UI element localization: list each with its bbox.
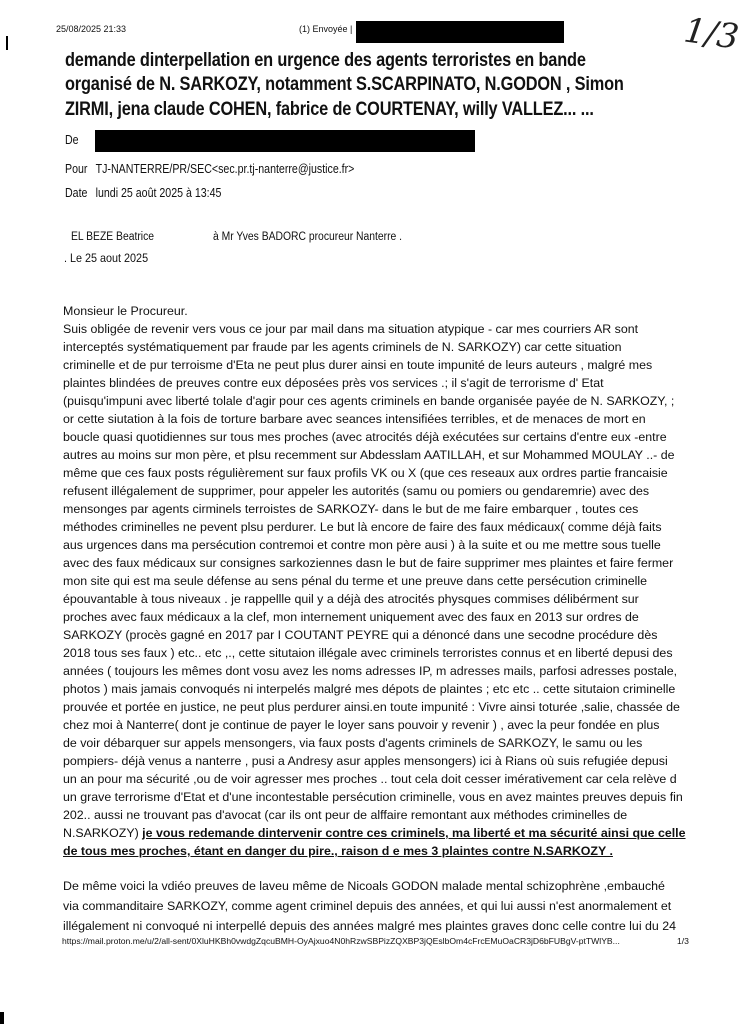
body-line: refusent illégalement de supprimer, pour appeler les autorités (samu ou pomiers ou gendaremrie) avec des	[63, 484, 650, 498]
scan-edge-mark	[0, 1012, 4, 1024]
handwritten-page-number: 1/3	[681, 10, 742, 58]
body-line: plaintes blindées de preuves contre eux déposées près vos services .; il s'agit de terrorisme d' Etat	[63, 376, 604, 390]
redaction-bar	[356, 21, 564, 43]
body-line: proches avec faux médicaux a la clef, mon internement uniquement avec des faux en 2013 sur ordres de	[63, 610, 639, 624]
paragraph-1	[63, 320, 703, 824]
body-line: années ( toujours les mêmes dont vosu avez les noms adresses IP, m adresses mails, parfosi adresses postale,	[63, 664, 678, 678]
body-line: (puisqu'impuni avec liberté tolale d'agir pour ces agents criminels en bande organisée payée de N. SARKOZY, ;	[63, 394, 675, 408]
paragraph-2	[63, 876, 676, 936]
letter-sender: EL BEZE Beatrice	[71, 231, 155, 243]
redaction-bar	[95, 130, 475, 152]
body-line: SARKOZY (procès gagné en 2017 par I COUTANT PEYRE qui a dénoncé dans une secodne procédure dès	[63, 628, 658, 642]
body-line: Suis obligée de revenir vers vous ce jour par mail dans ma situation atypique - car mes courriers AR sont	[63, 322, 639, 336]
body-line: un an pour ma sécurité ,ou de voir agresser mes proches .. tout cela doit cesser imérativement car cela relève d	[63, 772, 677, 786]
email-subject-line: demande dinterpellation en urgence des agents terroristes en bande	[65, 50, 586, 71]
body-line: criminelle et de pur terroisme d'Eta ne peut plus durer ainsi en toute impunité de leurs auteurs , malgré mes	[63, 358, 653, 372]
body-line: mon site qui est ma seule défense au sens pénal du terme et une preuve dans cette persécution criminelle	[63, 574, 648, 588]
footer-page-number: 1/3	[677, 936, 689, 946]
to-row	[65, 162, 354, 176]
email-subject-line: ZIRMI, jena claude COHEN, fabrice de COURTENAY, willy VALLEZ... ...	[65, 99, 594, 120]
date-label: Date	[65, 186, 88, 200]
emphasized-request: de tous mes proches, étant en danger du pire., raison d e mes 3 plaintes contre N.SARKOZY .	[63, 844, 613, 858]
print-datetime: 25/08/2025 21:33	[56, 24, 127, 34]
body-line: avec des faux médicaux sur consignes sarkoziennes dasn le but de faire supprimer mes plaintes et faire fermer	[63, 556, 674, 570]
body-line	[63, 824, 703, 842]
letter-body	[63, 302, 703, 860]
date-row	[65, 186, 221, 200]
footer-url: https://mail.proton.me/u/2/all-sent/0XluHKBh0vwdgZqcuBMH-OyAjxuo4N0hRzwSBPizZQXBP3jQEslbOm4cFrcEMuOaCR3jD6bFUBgV-ptTWlYB...	[62, 936, 620, 946]
date-value: lundi 25 août 2025 à 13:45	[95, 186, 222, 200]
body-line: illégalement ni convoqué ni interpellé depuis des années malgré mes plaintes graves donc celle contre lui du 24	[63, 919, 677, 933]
body-line: aus urgences dans ma persécution contremoi et contre mon père ausi ) à la suite et ou me mettre sous tuelle	[63, 538, 661, 552]
salutation: Monsieur le Procureur.	[63, 304, 188, 318]
body-line: photos ) mais jamais convoqués ni interpelés malgré mes dépots de plaintes ; etc etc .. cette situtaion criminelle	[63, 682, 676, 696]
emphasized-request: je vous redemande dintervenir contre ces criminels, ma liberté et ma sécurité ainsi que celle	[142, 826, 686, 840]
body-line: épouvantable à tous niveaux . je rappellle quil y a déjà des atrocités physques commises délibérment sur	[63, 592, 639, 606]
body-line: De même voici la vdiéo preuves de laveu même de Nicoals GODON malade mental schizophrène ,embauché	[63, 879, 665, 893]
print-tab-title: (1) Envoyée |	[299, 24, 353, 34]
body-line: mensonges par agents cirminels terroistes de SARKOZY- dans le but de me faire embarquer , toutes ces	[63, 502, 639, 516]
letter-recipient: à Mr Yves BADORC procureur Nanterre .	[213, 231, 403, 243]
body-line: de voir débarquer sur appels mensongers, via faux posts d'agents criminels de SARKOZY, le samu ou les	[63, 736, 643, 750]
scan-edge-mark	[6, 36, 8, 50]
body-line: méthodes criminelles ne pevent plsu perdurer. Le but là encore de faire des faux médicaux( comme déjà faits	[63, 520, 662, 534]
body-line: boucle quasi quotidiennes sur tous mes proches (avec atrocités déjà exécutées sur certains d'entre eux -entre	[63, 430, 667, 444]
from-label: De	[65, 133, 79, 147]
body-line: prouvée et portée en justice, ne peut plus perdurer ainsi.en toute impunité : Vivre ainsi toturée ,salie, chassée de	[63, 700, 680, 714]
body-line: un grave terrorisme d'Etat et d'une incontestable persécution criminelle, vous en avez maintes preuves depuis fin	[63, 790, 683, 804]
body-line: chez moi à Nanterre( dont je continue de payer le loyer sans pouvoir y revenir ) , avec la peur fondée en plus	[63, 718, 660, 732]
body-line: même que ces faux posts régulièrement sur faux profils VK ou X (que ces reseaux aux ordres partie francaisie	[63, 466, 668, 480]
body-line: interceptés systématiquement par fraude par les agents criminels de N. SARKOZY) car cette situation	[63, 340, 622, 354]
body-line: via commanditaire SARKOZY, comme agent criminel depuis des années, et qui lui aussi n'est anormalement et	[63, 899, 672, 913]
body-text: N.SARKOZY)	[63, 826, 143, 840]
email-subject-line: organisé de N. SARKOZY, notamment S.SCARPINATO, N.GODON , Simon	[65, 74, 624, 95]
body-line: 202.. aussi ne trouvant pas d'avocat (car ils ont peur de alffaire remontant aux méthodes criminelles de	[63, 808, 628, 822]
body-line: autres au moins sur mon père, et plsu recemment sur Abdesslam AATILLAH, et sur Mohammed MOULAY ..- de	[63, 448, 675, 462]
to-label: Pour	[65, 162, 88, 176]
body-line: pompiers- déjà venus a nanterre , pusi a Andresy asur apples mensongers) ici à Rians où suis refugiée depusi	[63, 754, 668, 768]
to-value: TJ-NANTERRE/PR/SEC<sec.pr.tj-nanterre@justice.fr>	[95, 162, 355, 176]
body-line: or cette siutation à la fois de torture barbare avec seances intensifiées terribles, et de menaces de mort en	[63, 412, 646, 426]
body-line: 2018 tous ses faux ) etc.. etc ,., cette situtaion illégale avec criminels terroristes connus et en liberté depusi des	[63, 646, 673, 660]
letter-date: . Le 25 aout 2025	[64, 251, 149, 265]
